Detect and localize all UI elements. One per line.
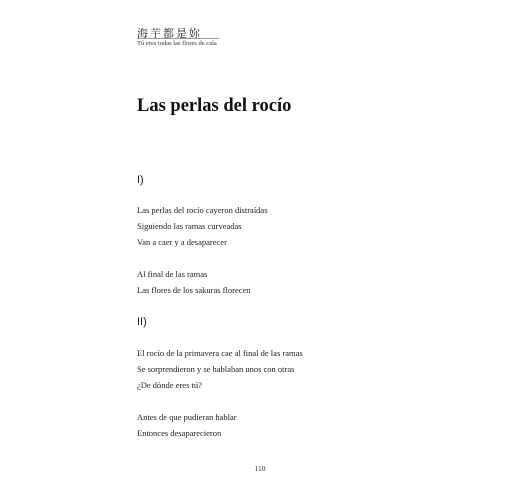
poem-title: Las perlas del rocío xyxy=(137,96,292,116)
poem-line: Las flores de los sakuras florecen xyxy=(137,285,251,295)
poem-line: Las perlas del rocío cayeron distraídas xyxy=(137,205,268,215)
poem-line: Siguiendo las ramas curveadas xyxy=(137,221,242,231)
page-number: 110 xyxy=(254,464,266,473)
poem-line: Van a caer y a desaparecer xyxy=(137,237,227,247)
poem-line: Entonces desaparecieron xyxy=(137,428,222,438)
poem-line: Se sorprendieron y se hablaban unos con otras xyxy=(137,364,295,374)
section-heading: I) xyxy=(137,174,144,186)
header-subtitle: Tú eres todas las flores de cala xyxy=(137,40,217,47)
header-calligraphy-title: 海芋都是妳 xyxy=(137,27,202,40)
poem-line: Antes de que pudieran hablar xyxy=(137,412,237,422)
header-divider xyxy=(137,38,219,39)
poem-line: ¿De dónde eres tú? xyxy=(137,380,202,390)
poem-line: El rocío de la primavera cae al final de las ramas xyxy=(137,348,303,358)
section-heading: II) xyxy=(137,316,147,328)
poem-line: Al final de las ramas xyxy=(137,269,208,279)
